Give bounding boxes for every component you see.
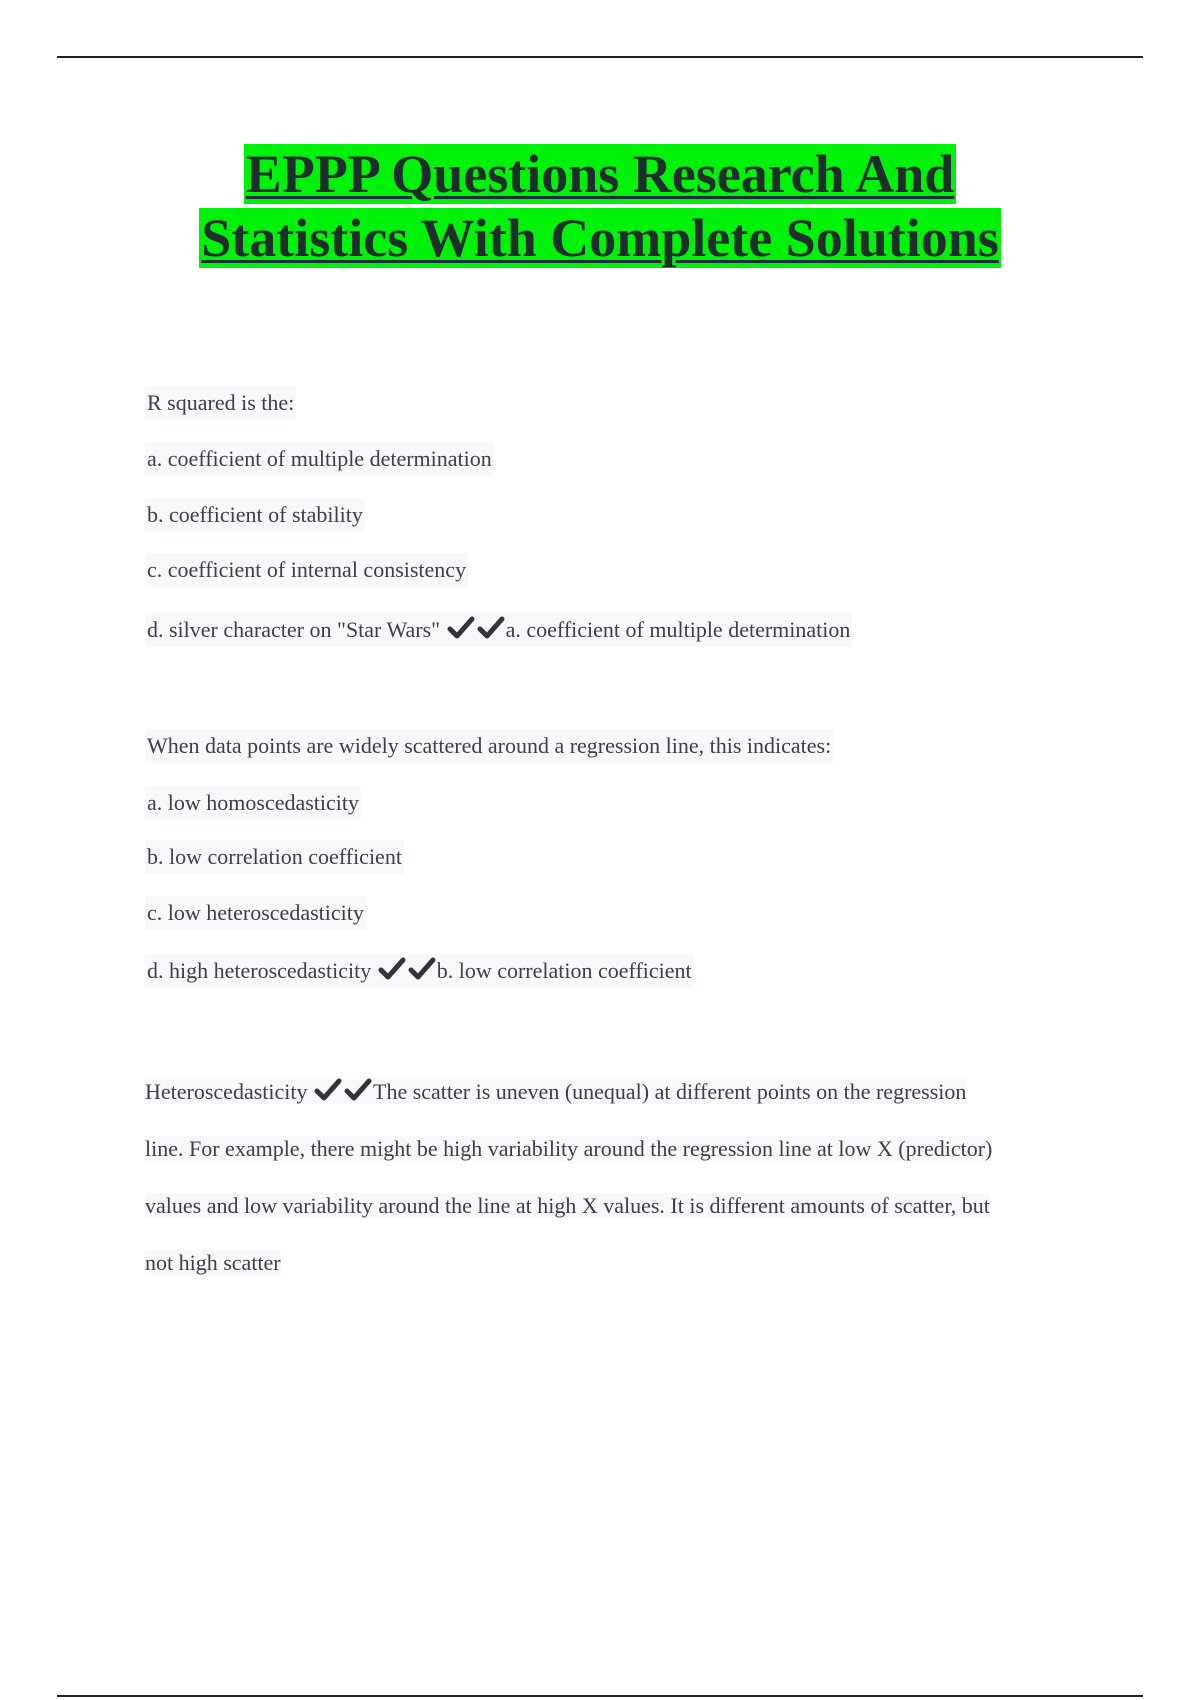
definition-text-line-4: not high scatter — [145, 1250, 281, 1275]
question-1-option-b: b. coefficient of stability — [145, 498, 365, 532]
question-2-prompt: When data points are widely scattered around a regression line, this indicates: — [145, 729, 833, 763]
checkmark-icon — [446, 616, 476, 642]
definition-paragraph — [145, 1063, 1080, 1291]
definition-term: Heteroscedasticity — [145, 1079, 308, 1104]
title-line-1: EPPP Questions Research And — [245, 144, 955, 204]
top-rule — [57, 56, 1143, 58]
question-1-option-a: a. coefficient of multiple determination — [145, 442, 494, 476]
bottom-rule — [57, 1695, 1143, 1697]
question-1-option-c: c. coefficient of internal consistency — [145, 553, 468, 587]
question-1-option-d-with-answer — [145, 613, 852, 647]
checkmark-icon — [476, 616, 506, 642]
question-2-option-c: c. low heteroscedasticity — [145, 896, 366, 930]
document-title — [0, 142, 1200, 270]
title-line-2: Statistics With Complete Solutions — [201, 208, 999, 268]
checkmark-icon — [407, 957, 437, 983]
definition-text-line-3: values and low variability around the line at high X values. It is different amounts of scatter, but — [145, 1193, 990, 1218]
question-1-prompt: R squared is the: — [145, 386, 296, 420]
question-2-option-d: d. high heteroscedasticity — [147, 958, 372, 983]
question-2-option-a: a. low homoscedasticity — [145, 786, 361, 820]
question-1-option-d: d. silver character on "Star Wars" — [147, 617, 441, 642]
question-2-option-b: b. low correlation coefficient — [145, 840, 404, 874]
question-2-option-d-with-answer — [145, 954, 694, 988]
question-2-answer: b. low correlation coefficient — [436, 958, 692, 983]
definition-text-line-1: The scatter is uneven (unequal) at different points on the regression — [373, 1079, 967, 1104]
checkmark-icon — [313, 1078, 343, 1104]
checkmark-icon — [377, 957, 407, 983]
checkmark-icon — [343, 1078, 373, 1104]
definition-text-line-2: line. For example, there might be high variability around the regression line at low X (predictor) — [145, 1136, 993, 1161]
question-1-answer: a. coefficient of multiple determination — [505, 617, 851, 642]
